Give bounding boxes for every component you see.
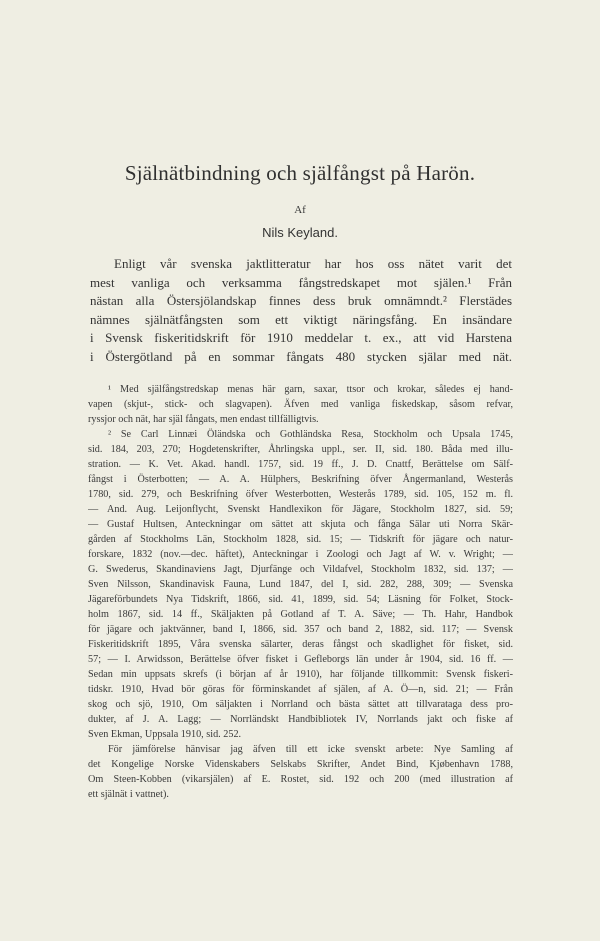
footnote-line: Sedan min uppsats skrefs (i början af år 1910), har följande tillkommit: Svensk fiskeri- (88, 669, 513, 680)
body-line: nästan alla Östersjölandskap finnes dess bruk omnämndt.² Flerstädes (90, 293, 512, 308)
footnote-line: Jägareförbundets Nya Tidskrift, 1866, sid. 41, 1899, sid. 54; Läsning för Folket, Stock- (88, 594, 513, 605)
footnote-line: gården af Stockholms Län, Stockholm 1828, sid. 15; — Tidskrift för jägare och natur- (88, 534, 513, 545)
footnote-line: tidskr. 1910, Hvad bör göras för förminskandet af själen, af A. Ö—n, sid. 21; — Från (88, 684, 513, 695)
footnote-line: Om Steen-Kobben (vikarsjälen) af E. Rostet, sid. 192 och 200 (med illustration af (88, 774, 513, 785)
footnote-line: forskare, 1832 (nov.—dec. häftet), Anteckningar i Zoologi och Jagt af W. v. Wright; — (88, 549, 513, 560)
footnote-line: vapen (skjut-, stick- och slagvapen). Äfven med vanliga fiskedskap, såsom refvar, (88, 399, 513, 410)
footnote-line: stration. — K. Vet. Akad. handl. 1757, sid. 19 ff., J. D. Cnattf, Berättelse om Sälf- (88, 459, 513, 470)
footnote-line: för jägare och jaktvänner, band I, 1866, sid. 357 och band 2, 1882, sid. 117; — Svensk (88, 624, 513, 635)
footnote-line: ett själnät i vattnet). (88, 789, 169, 800)
body-line: i Östergötland på en sommar fångats 480 stycken själar med nät. (90, 348, 512, 364)
footnote-line: ¹ Med själfångstredskap menas här garn, saxar, ttsor och krokar, således ej hand- (108, 384, 513, 395)
body-line: nämnes själnätfångsten som ett viktigt näringsfång. En insändare (90, 311, 512, 327)
footnote-line: Fiskeritidskrift 1895, Våra svenska sälarter, deras fångst och skadlighet för fisket, sid. (88, 639, 513, 650)
footnote-line: Sven Ekman, Uppsala 1910, sid. 252. (88, 729, 242, 740)
footnote-line: holm 1867, sid. 14 ff., Skäljakten på Gotland af T. A. Säve; — Th. Hahr, Handbok (88, 609, 513, 620)
footnote-line: skog och sjö, 1910, Om säljakten i Norrland och bästa sättet att tillvaratagа dess pro- (88, 699, 513, 710)
footnote-line: 57; — I. Arwidsson, Berättelse öfver fisket i Gefleborgs län under år 1904, sid. 16 ff. — (88, 654, 513, 665)
footnote-line: det Kongelige Norske Videnskabers Selskabs Skrifter, Andet Bind, Kjøbenhavn 1788, (88, 759, 513, 770)
body-line: i Svensk fiskeritidskrift för 1910 meddelar t. ex., att vid Harstena (90, 330, 512, 345)
footnote-line: ryssjor och nät, har själ fångats, men endast tillfälligtvis. (88, 414, 319, 425)
footnote-line: G. Swederus, Skandinaviens Jagt, Djurfänge och Vildafvel, Stockholm 1832, sid. 137; — (88, 564, 513, 575)
body-line: mest vanliga och verksamma fångstredskapet mot själen.¹ Från (90, 274, 512, 290)
byline-af: Af (294, 204, 306, 216)
article-title: Själnätbindning och själfångst på Harön. (124, 161, 476, 185)
footnote-line: fångst i Österbotten; — A. A. Hülphers, Beskrifning öfver Ångermanland, Westerås (88, 474, 513, 485)
body-paragraph (90, 255, 512, 366)
footnote-line: Sven Nilsson, Skandinavisk Fauna, Lund 1847, del I, sid. 282, 288, 309; — Svenska (88, 579, 513, 590)
footnote-line: — And. Aug. Leijonflycht, Svenskt Handlexikon för Jägare, Stockholm 1827, sid. 59; (88, 504, 513, 515)
footnote-line: dukter, af J. A. Lagg; — Norrländskt Handbibliotek IV, Norrlands jakt och fiske af (88, 714, 513, 725)
author-name: Nils Keyland. (262, 225, 338, 240)
footnote-line: För jämförelse hänvisar jag äfven till ett icke svenskt arbete: Nye Samling af (108, 744, 513, 755)
footnote-line: — Gustaf Hultsen, Anteckningar om sättet att skjuta och fånga Sälar uti Norra Skär- (88, 519, 513, 530)
footnotes (88, 382, 513, 802)
footnote-line: 1780, sid. 279, och Beskrifning öfver Westerbotten, Westerås 1789, sid. 105, 152 m. fl. (88, 489, 513, 500)
footnote-line: ² Se Carl Linnæi Öländska och Gothländska Resa, Stockholm och Upsala 1745, (108, 429, 513, 440)
body-line: Enligt vår svenska jaktlitteratur har hos oss nätet varit det (114, 256, 512, 271)
footnote-line: sid. 184, 203, 270; Hogdetenskrifter, Åhrlingska uppl., ser. II, sid. 180. Båda med illu- (88, 444, 513, 455)
